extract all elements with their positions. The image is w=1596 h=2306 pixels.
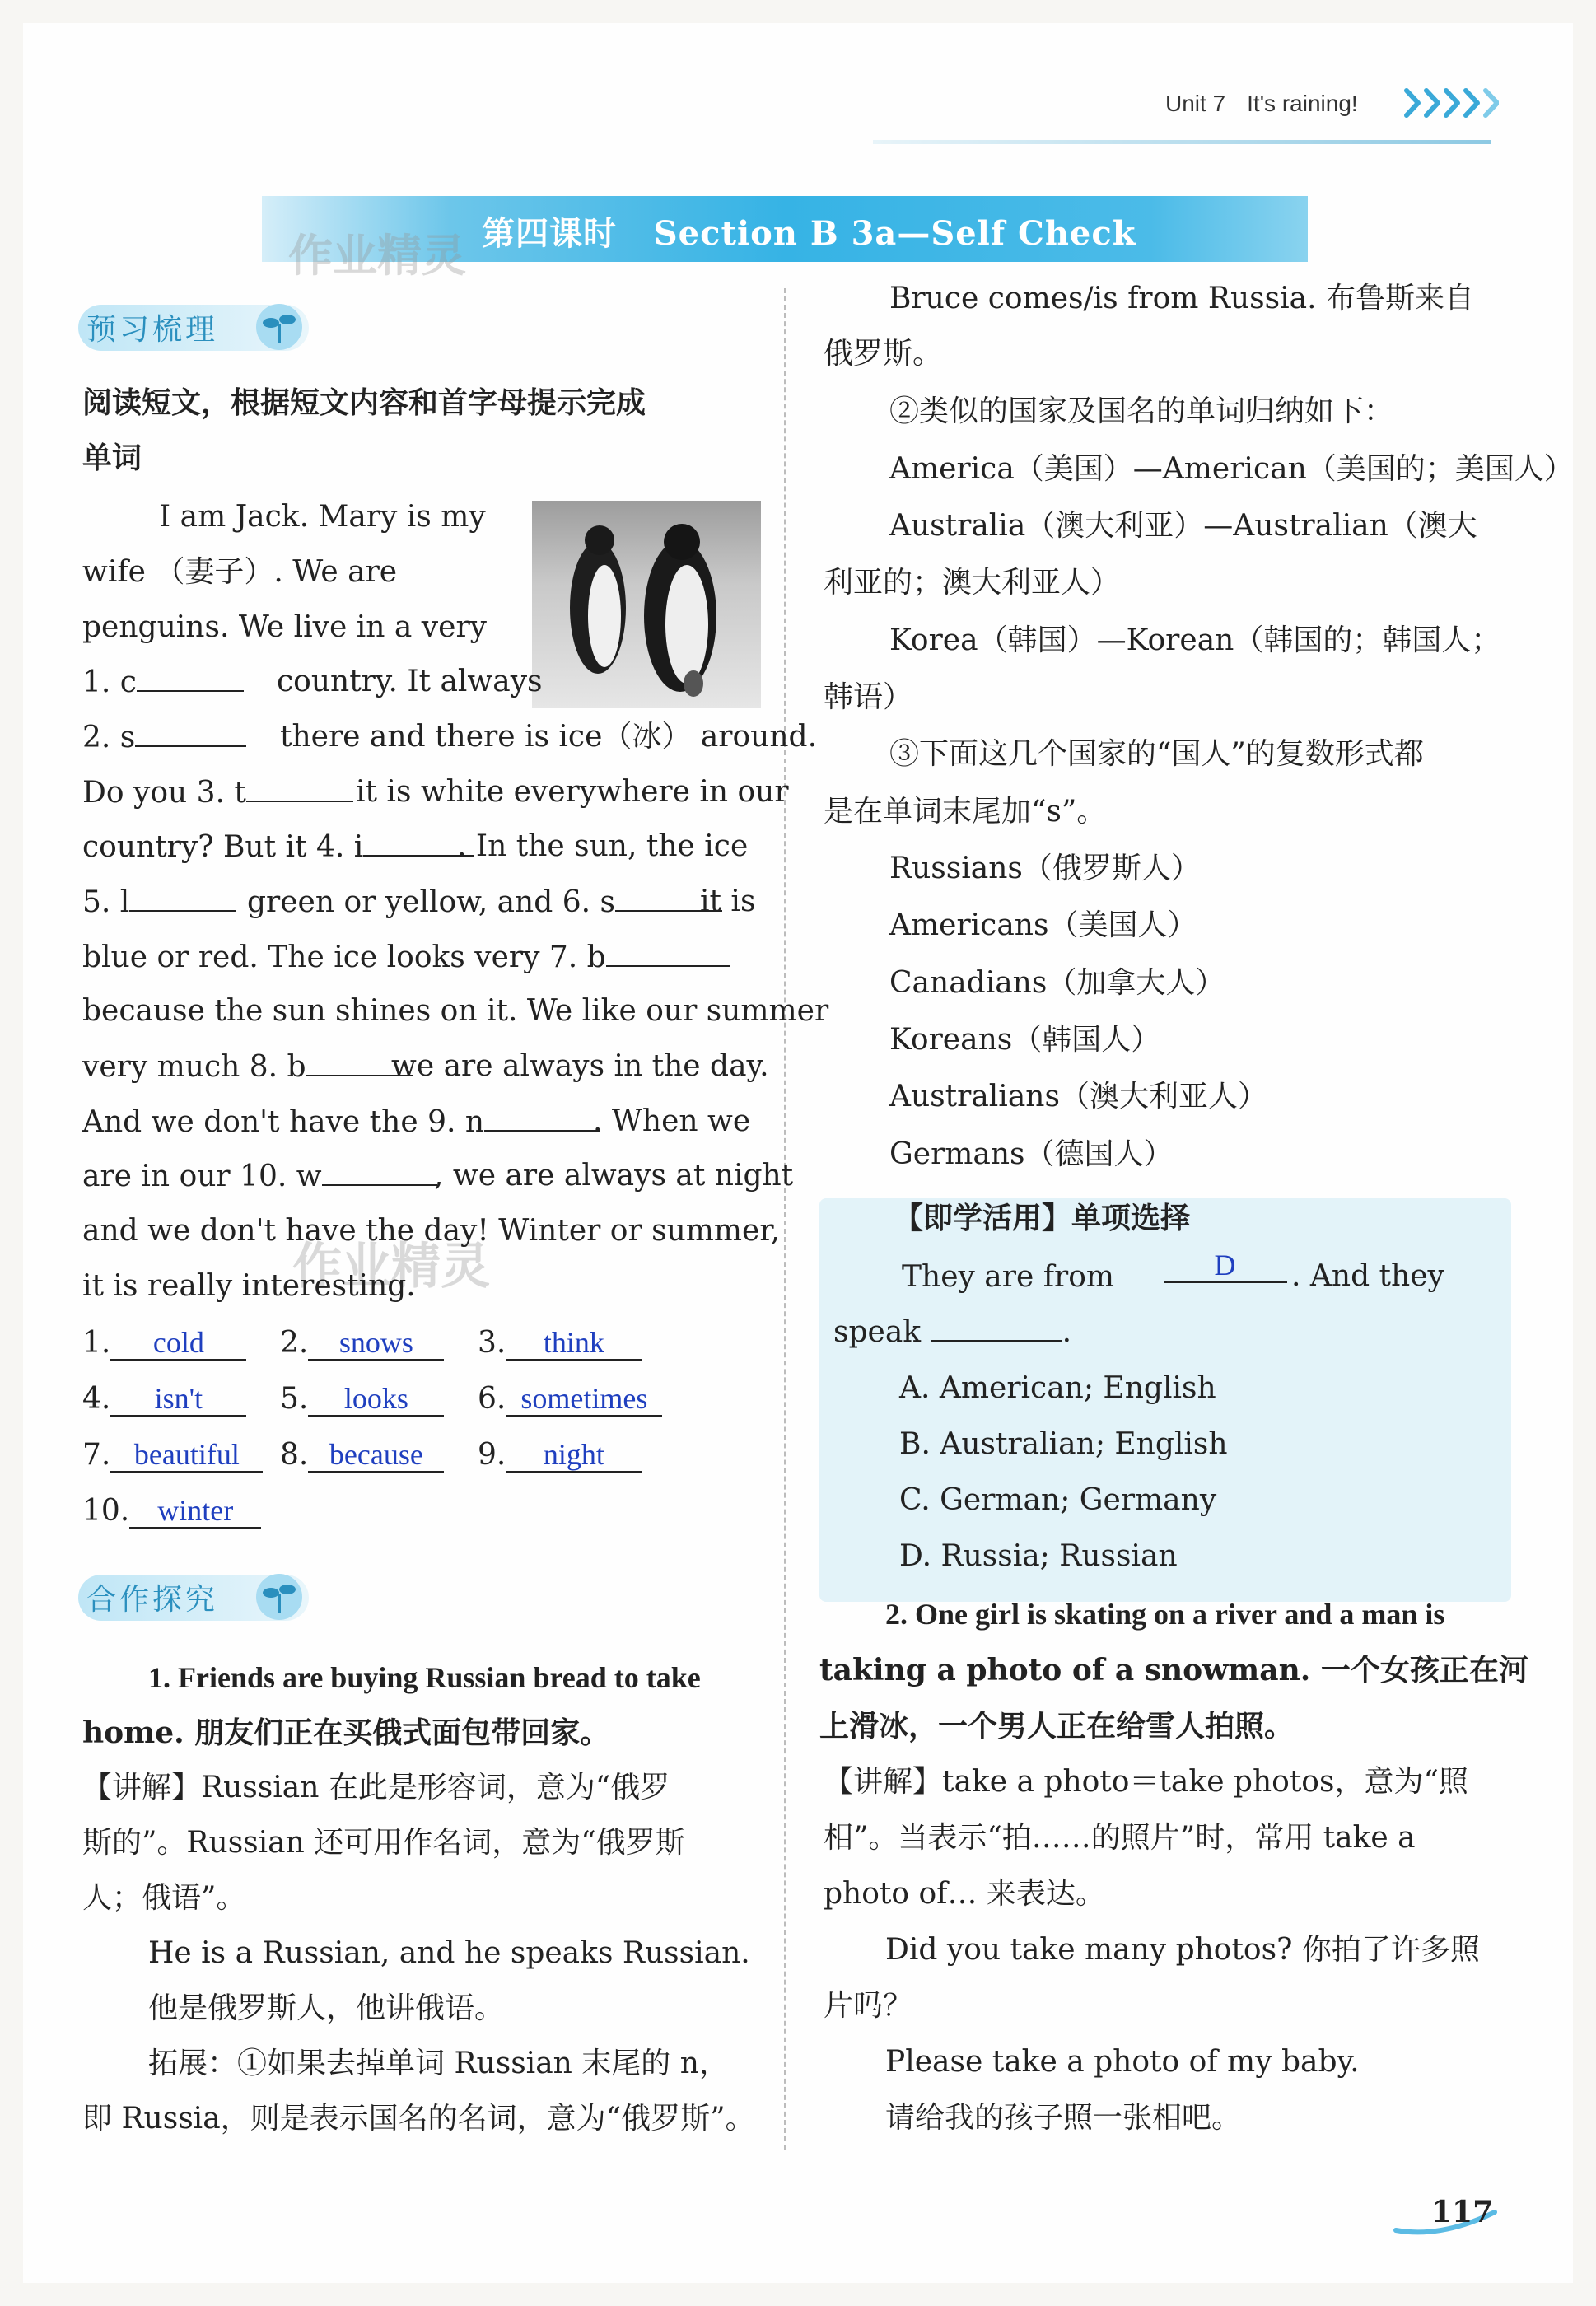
blank-label: 1. c (82, 665, 137, 699)
passage-line (82, 1160, 437, 1193)
passage-line: and we don't have the day! Winter or summer, (82, 1214, 781, 1248)
right-line: 韩语） (824, 680, 913, 714)
option-b: B. Australian; English (899, 1427, 1228, 1461)
right-line: Bruce comes/is from Russia. 布鲁斯来自 (889, 282, 1474, 315)
option-a: A. American; English (899, 1371, 1216, 1405)
unit-label: Unit 7 (1165, 91, 1226, 116)
question-1-cont: home. 朋友们正在买俄式面包带回家。 (82, 1715, 610, 1750)
passage-text: green or yellow, and 6. s (247, 885, 615, 919)
penguins-illustration (532, 501, 761, 708)
example-translation: 他是俄罗斯人，他讲俄语。 (148, 1991, 505, 2025)
passage-line: country. It always (277, 665, 543, 698)
example-translation: 请给我的孩子照一张相吧。 (885, 2101, 1242, 2135)
passage-line: because the sun shines on it. We like our summer (82, 994, 829, 1028)
question-2-cont: taking a photo of a snowman. 一个女孩正在河 (819, 1653, 1528, 1687)
right-line: ②类似的国家及国名的单词归纳如下： (889, 394, 1394, 428)
blank (135, 721, 246, 747)
passage-line: it is really interesting. (82, 1269, 416, 1303)
section-name: Section B 3a—Self Check (653, 214, 1136, 253)
question-text: speak (833, 1315, 922, 1349)
answer-value: night (506, 1438, 642, 1473)
answer-number: 3. (478, 1326, 506, 1360)
answer-item (280, 1326, 444, 1361)
answer-value: D (1164, 1249, 1287, 1283)
answer-item (280, 1382, 444, 1417)
example-sentence: Did you take many photos? 你拍了许多照 (885, 1933, 1480, 1967)
chevrons-icon (1400, 82, 1499, 124)
blank (129, 885, 236, 912)
answer-value: winter (129, 1494, 261, 1529)
passage-line: , we are always at night (434, 1159, 794, 1193)
question-text: . (1062, 1315, 1072, 1349)
blank (484, 1105, 600, 1132)
passage-line (82, 1105, 600, 1139)
answer-number: 9. (478, 1438, 506, 1472)
blank (606, 941, 730, 967)
answer-value: snows (308, 1326, 444, 1361)
passage-line (82, 776, 353, 810)
answer-item (280, 1438, 444, 1473)
plural-item: Australians（澳大利亚人） (889, 1080, 1267, 1113)
extension-line: 拓展：①如果去掉单词 Russian 末尾的 n， (148, 2047, 729, 2080)
passage-line: there and there is ice（冰） around. (280, 720, 818, 754)
practice-question (902, 1249, 1287, 1295)
sprout-icon (251, 1571, 307, 1622)
explanation-line: 【讲解】take a photo＝take photos，意为“照 (824, 1765, 1468, 1799)
answer-item (82, 1382, 246, 1417)
answer-item (82, 1326, 246, 1361)
answer-item (478, 1438, 642, 1473)
section-tag-label: 合作探究 (86, 1583, 219, 1617)
plural-item: Koreans（韩国人） (889, 1023, 1161, 1057)
passage-line: penguins. We live in a very (82, 610, 487, 644)
option-c: C. German; Germany (899, 1483, 1217, 1517)
example-sentence: He is a Russian, and he speaks Russian. (148, 1936, 750, 1970)
extension-line: 即 Russia，则是表示国名的名词，意为“俄罗斯”。 (82, 2102, 755, 2136)
passage-line (82, 721, 246, 754)
answer-number: 2. (280, 1326, 309, 1360)
answer-value: sometimes (506, 1382, 662, 1417)
answer-value: beautiful (110, 1438, 263, 1473)
section-tag-label: 预习梳理 (86, 313, 219, 347)
blank-label: 5. l (82, 885, 130, 919)
question-2-cont: 上滑冰，一个男人正在给雪人拍照。 (819, 1709, 1295, 1744)
explanation-line: photo of… 来表达。 (824, 1877, 1105, 1911)
explanation-line: 人；俄语”。 (82, 1881, 246, 1915)
answer-number: 5. (280, 1382, 309, 1416)
passage-text: And we don't have the 9. n (82, 1105, 485, 1139)
answer-value: isn't (110, 1382, 246, 1417)
passage-line (82, 885, 236, 919)
plural-item: Germans（德国人） (889, 1137, 1174, 1171)
watermark: 作业精灵 (292, 1238, 490, 1295)
answer-value: because (308, 1438, 444, 1473)
answer-number: 4. (82, 1382, 111, 1416)
passage-line: . In the sun, the ice (457, 829, 749, 863)
passage-line (82, 830, 474, 864)
passage-text: very much 8. b (82, 1050, 306, 1084)
answer-item (82, 1494, 261, 1529)
right-line: ③下面这几个国家的“国人”的复数形式都 (889, 737, 1424, 771)
answer-item (478, 1382, 662, 1417)
passage-line (247, 885, 722, 919)
practice-title: 【即学活用】单项选择 (894, 1202, 1191, 1235)
right-line: Korea（韩国）—Korean（韩国的；韩国人； (889, 623, 1501, 657)
question-text: They are from (902, 1260, 1115, 1294)
option-d: D. Russia; Russian (899, 1539, 1178, 1573)
passage-line (82, 941, 730, 974)
sprout-icon (251, 301, 307, 352)
unit-title: It's raining! (1247, 91, 1358, 116)
page-number: 117 (1431, 2195, 1494, 2229)
lesson-number: 第四课时 (482, 214, 617, 253)
header-rule (873, 140, 1491, 144)
passage-line: it is (700, 885, 756, 918)
instruction-line: 单词 (82, 441, 142, 475)
blank (137, 665, 244, 692)
plural-item: Americans（美国人） (889, 908, 1197, 942)
passage-line: . When we (593, 1104, 751, 1138)
passage-line: I am Jack. Mary is my (159, 500, 486, 534)
passage-line (82, 665, 244, 699)
passage-text: are in our 10. w (82, 1160, 322, 1193)
answer-number: 7. (82, 1438, 111, 1472)
plural-item: Canadians（加拿大人） (889, 966, 1225, 1000)
watermark: 作业精灵 (288, 230, 466, 282)
explanation-line: 【讲解】Russian 在此是形容词，意为“俄罗 (82, 1771, 670, 1804)
right-line: 是在单词末尾加“s”。 (824, 795, 1107, 829)
answer-value: looks (308, 1382, 444, 1417)
right-line: 俄罗斯。 (824, 337, 943, 371)
answer-item (478, 1326, 642, 1361)
running-header (1165, 91, 1379, 117)
question-2: 2. One girl is skating on a river and a man is (885, 1598, 1445, 1631)
passage-text: blue or red. The ice looks very 7. b (82, 941, 606, 974)
passage-line: wife （妻子）. We are (82, 555, 398, 589)
passage-line (82, 1050, 413, 1084)
right-line: 利亚的；澳大利亚人） (824, 566, 1121, 600)
explanation-line: 斯的”。Russian 还可用作名词，意为“俄罗斯 (82, 1826, 685, 1860)
lesson-title (482, 208, 1136, 254)
right-line: Australia（澳大利亚）—Australian（澳大 (889, 509, 1477, 543)
column-divider (784, 288, 786, 2150)
question-1: 1. Friends are buying Russian bread to take (148, 1661, 701, 1694)
answer-number: 6. (478, 1382, 506, 1416)
answer-item (82, 1438, 263, 1473)
answer-value: cold (110, 1326, 246, 1361)
plural-item: Russians（俄罗斯人） (889, 852, 1201, 885)
blank (931, 1315, 1062, 1342)
explanation-line: 相”。当表示“拍……的照片”时，常用 take a (824, 1821, 1416, 1855)
right-line: America（美国）—American（美国的；美国人） (889, 452, 1574, 486)
example-sentence: Please take a photo of my baby. (885, 2045, 1360, 2079)
blank (246, 776, 353, 802)
blank (322, 1160, 437, 1186)
answer-value: think (506, 1326, 642, 1361)
penguins-photo (532, 501, 761, 708)
passage-line: we are always in the day. (391, 1049, 769, 1083)
blank-label: Do you 3. t (82, 776, 246, 810)
answer-number: 10. (82, 1494, 130, 1528)
practice-question-cont: . And they (1291, 1259, 1444, 1293)
practice-question-line2 (833, 1315, 1071, 1349)
answer-number: 1. (82, 1326, 111, 1360)
blank-label: country? But it 4. i (82, 830, 364, 864)
answer-number: 8. (280, 1438, 309, 1472)
example-sentence: 片吗？ (824, 1989, 913, 2023)
blank-label: 2. s (82, 721, 136, 754)
passage-line: it is white everywhere in our (356, 775, 789, 809)
instruction-line: 阅读短文，根据短文内容和首字母提示完成 (82, 386, 646, 420)
